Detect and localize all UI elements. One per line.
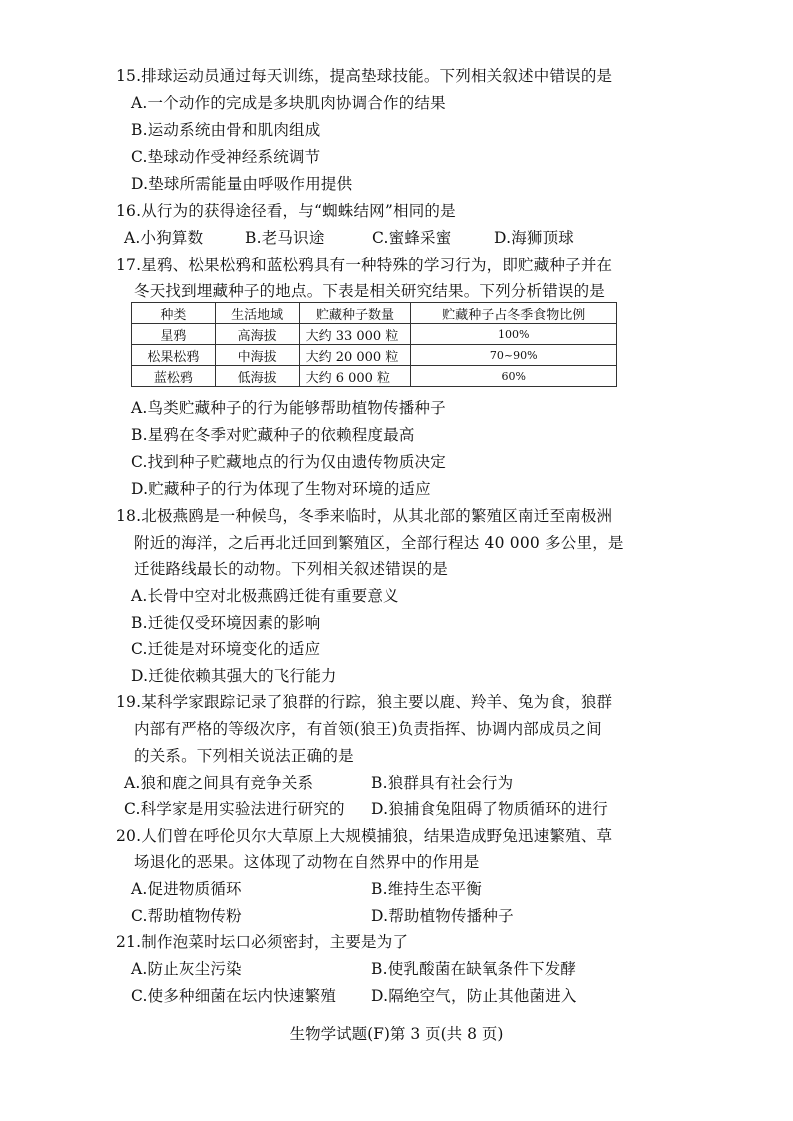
table-header-cell: 贮藏种子占冬季食物比例 <box>411 303 617 324</box>
table-row <box>132 366 617 387</box>
q19-option-a: A.狼和鹿之间具有竞争关系 <box>124 774 314 792</box>
q18-stem-line1: 18.北极燕鸥是一种候鸟，冬季来临时，从其北部的繁殖区南迁至南极洲 <box>116 507 613 525</box>
q15-option-c: C.垫球动作受神经系统调节 <box>131 148 321 166</box>
q20-option-a: A.促进物质循环 <box>131 880 242 898</box>
table-header-cell: 生活地域 <box>215 303 299 324</box>
q17-option-b: B.星鸦在冬季对贮藏种子的依赖程度最高 <box>131 426 415 444</box>
q15-option-a: A.一个动作的完成是多块肌肉协调合作的结果 <box>131 94 446 112</box>
table-cell: 松果松鸦 <box>132 345 216 366</box>
q20-option-c: C.帮助植物传粉 <box>131 907 242 925</box>
table-cell: 100% <box>411 324 617 345</box>
table-cell: 70~90% <box>411 345 617 366</box>
table-row <box>132 345 617 366</box>
q15-option-b: B.运动系统由骨和肌肉组成 <box>131 121 321 139</box>
table-cell: 大约 6 000 粒 <box>299 366 411 387</box>
table-cell: 高海拔 <box>215 324 299 345</box>
q17-option-d: D.贮藏种子的行为体现了生物对环境的适应 <box>131 480 431 498</box>
table-cell: 低海拔 <box>215 366 299 387</box>
q17-stem-line1: 17.星鸦、松果松鸦和蓝松鸦具有一种特殊的学习行为，即贮藏种子并在 <box>116 256 613 274</box>
q18-option-c: C.迁徙是对环境变化的适应 <box>131 640 321 658</box>
q19-stem-line3: 的关系。下列相关说法正确的是 <box>134 747 354 765</box>
table-header-row <box>132 303 617 324</box>
q16-stem: 16.从行为的获得途径看，与“蜘蛛结网”相同的是 <box>116 202 456 220</box>
q16-option-a: A.小狗算数 <box>124 229 204 247</box>
page-footer: 生物学试题(F)第 3 页(共 8 页) <box>289 1025 504 1043</box>
table-cell: 星鸦 <box>132 324 216 345</box>
q18-option-a: A.长骨中空对北极燕鸥迁徙有重要意义 <box>131 587 399 605</box>
q17-data-table <box>131 302 617 387</box>
q19-stem-line2: 内部有严格的等级次序，有首领(狼王)负责指挥、协调内部成员之间 <box>134 720 602 738</box>
table-row <box>132 324 617 345</box>
q18-option-b: B.迁徙仅受环境因素的影响 <box>131 614 321 632</box>
table-cell: 中海拔 <box>215 345 299 366</box>
q18-option-d: D.迁徙依赖其强大的飞行能力 <box>131 667 337 685</box>
q20-stem-line2: 场退化的恶果。这体现了动物在自然界中的作用是 <box>134 853 480 871</box>
q16-option-b: B.老马识途 <box>245 229 325 247</box>
q16-option-d: D.海狮顶球 <box>494 229 575 247</box>
table-cell: 大约 33 000 粒 <box>299 324 411 345</box>
q21-option-c: C.使多种细菌在坛内快速繁殖 <box>131 987 337 1005</box>
q20-option-d: D.帮助植物传播种子 <box>371 907 514 925</box>
q17-option-a: A.鸟类贮藏种子的行为能够帮助植物传播种子 <box>131 399 446 417</box>
q20-stem-line1: 20.人们曾在呼伦贝尔大草原上大规模捕狼，结果造成野兔迅速繁殖、草 <box>116 827 613 845</box>
table-cell: 蓝松鸦 <box>132 366 216 387</box>
q21-option-d: D.隔绝空气，防止其他菌进入 <box>371 987 577 1005</box>
q15-option-d: D.垫球所需能量由呼吸作用提供 <box>131 175 353 193</box>
q19-option-b: B.狼群具有社会行为 <box>371 774 514 792</box>
q21-option-a: A.防止灰尘污染 <box>131 960 242 978</box>
q19-option-c: C.科学家是用实验法进行研究的 <box>124 800 345 818</box>
q18-stem-line3: 迁徙路线最长的动物。下列相关叙述错误的是 <box>134 560 449 578</box>
q15-stem: 15.排球运动员通过每天训练，提高垫球技能。下列相关叙述中错误的是 <box>116 67 613 85</box>
q21-stem: 21.制作泡菜时坛口必须密封，主要是为了 <box>116 933 409 951</box>
q16-option-c: C.蜜蜂采蜜 <box>372 229 452 247</box>
table-header-cell: 种类 <box>132 303 216 324</box>
q19-stem-line1: 19.某科学家跟踪记录了狼群的行踪，狼主要以鹿、羚羊、兔为食，狼群 <box>116 693 613 711</box>
table-header-cell: 贮藏种子数量 <box>299 303 411 324</box>
q17-option-c: C.找到种子贮藏地点的行为仅由遗传物质决定 <box>131 453 446 471</box>
q20-option-b: B.维持生态平衡 <box>371 880 482 898</box>
table-cell: 大约 20 000 粒 <box>299 345 411 366</box>
table-cell: 60% <box>411 366 617 387</box>
q21-option-b: B.使乳酸菌在缺氧条件下发酵 <box>371 960 577 978</box>
q19-option-d: D.狼捕食兔阻碍了物质循环的进行 <box>371 800 609 818</box>
q18-stem-line2: 附近的海洋，之后再北迁回到繁殖区，全部行程达 40 000 多公里，是 <box>134 534 624 552</box>
q17-stem-line2: 冬天找到埋藏种子的地点。下表是相关研究结果。下列分析错误的是 <box>134 282 606 300</box>
